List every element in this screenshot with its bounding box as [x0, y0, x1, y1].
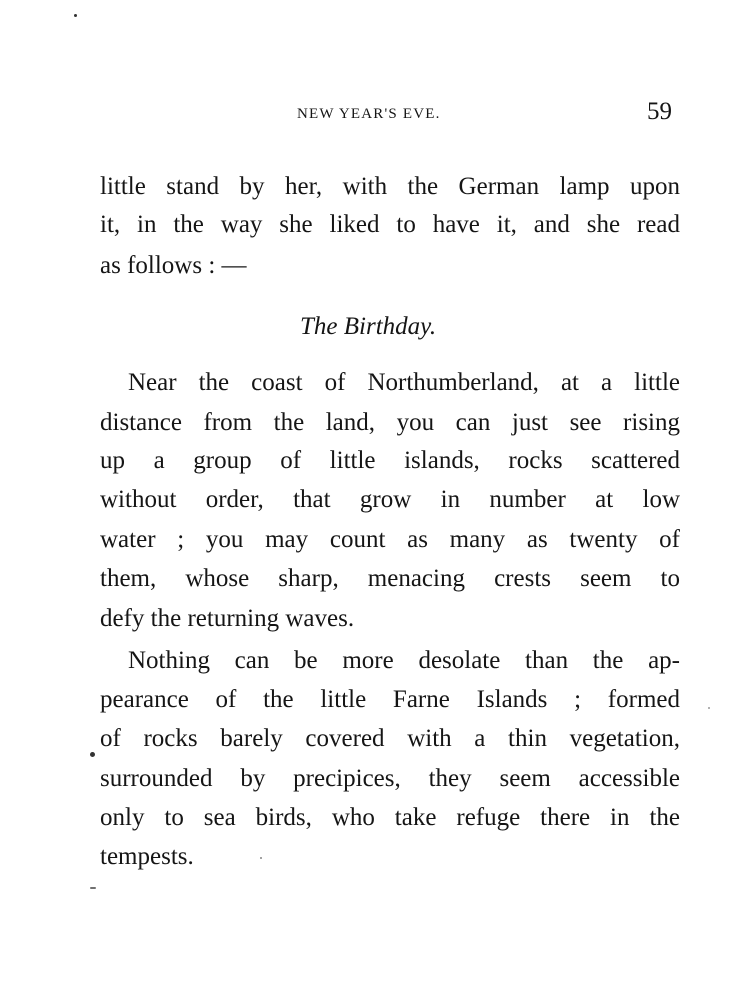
paragraph-line: water ; you may count as many as twenty of: [100, 526, 680, 553]
paragraph-line: up a group of little islands, rocks scattered: [100, 447, 680, 474]
ink-speck: [260, 857, 262, 859]
ink-speck: [74, 14, 77, 17]
paragraph-line: pearance of the little Farne Islands ; formed: [100, 686, 680, 713]
ink-speck: [90, 752, 95, 757]
paragraph-line: Nothing can be more desolate than the ap-: [128, 647, 680, 674]
paragraph-line: defy the returning waves.: [100, 605, 355, 632]
ink-speck: [708, 707, 710, 709]
paragraph-line: Near the coast of Northumberland, at a little: [128, 369, 680, 396]
paragraph-line: them, whose sharp, menacing crests seem to: [100, 565, 680, 592]
running-head: NEW YEAR'S EVE.: [297, 106, 441, 122]
paragraph-line: only to sea birds, who take refuge there in the: [100, 804, 680, 831]
paragraph-line: distance from the land, you can just see rising: [100, 409, 680, 436]
intro-line: as follows : —: [100, 252, 247, 279]
paragraph-line: without order, that grow in number at low: [100, 486, 680, 513]
paragraph-line: of rocks barely covered with a thin vegetation,: [100, 725, 680, 752]
section-title: The Birthday.: [300, 313, 437, 340]
ink-speck: [90, 887, 96, 889]
paragraph-line: tempests.: [100, 843, 194, 870]
intro-line: it, in the way she liked to have it, and she read: [100, 211, 680, 238]
intro-line: little stand by her, with the German lamp upon: [100, 173, 680, 200]
paragraph-line: surrounded by precipices, they seem accessible: [100, 765, 680, 792]
page-number: 59: [647, 98, 672, 125]
